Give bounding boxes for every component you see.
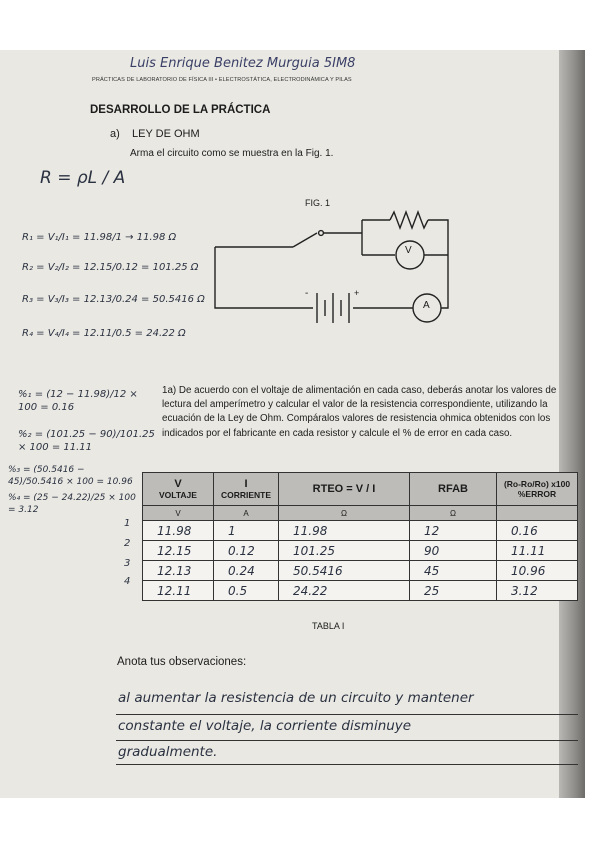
writing-rule bbox=[116, 740, 578, 741]
cell-voltaje: 12.11 bbox=[143, 581, 214, 601]
question-number: 1a) bbox=[162, 385, 177, 396]
unit-rfab: Ω bbox=[410, 506, 497, 521]
error2-calc: %₂ = (101.25 − 90)/101.25 × 100 = 11.11 bbox=[18, 429, 155, 453]
instruction-text: Arma el circuito como se muestra en la Fig. 1. bbox=[130, 148, 334, 159]
wire-left bbox=[215, 247, 313, 308]
table-row bbox=[143, 581, 578, 601]
cell-error: 11.11 bbox=[497, 541, 578, 561]
col-header-voltaje: V VOLTAJE bbox=[143, 473, 214, 506]
subsection-name: LEY DE OHM bbox=[132, 128, 200, 140]
writing-rule bbox=[116, 764, 578, 765]
cell-voltaje: 12.13 bbox=[143, 561, 214, 581]
branch-right bbox=[428, 220, 448, 255]
course-header: PRÁCTICAS DE LABORATORIO DE FÍSICA III • ELECTROSTÁTICA, ELECTRODINÁMICA Y PILAS bbox=[92, 77, 352, 83]
cell-rteo: 50.5416 bbox=[279, 561, 410, 581]
writing-rule bbox=[116, 714, 578, 715]
cell-error: 0.16 bbox=[497, 521, 578, 541]
row-number: 4 bbox=[124, 576, 131, 587]
switch-blade bbox=[293, 233, 317, 247]
row-number: 2 bbox=[124, 538, 131, 549]
row-number: 3 bbox=[124, 558, 131, 569]
error1-calc: %₁ = (12 − 11.98)/12 × 100 = 0.16 bbox=[18, 389, 138, 413]
cell-corriente: 0.24 bbox=[214, 561, 279, 581]
observation-line-3: gradualmente. bbox=[118, 744, 218, 760]
cell-rfab: 90 bbox=[410, 541, 497, 561]
cell-rteo: 11.98 bbox=[279, 521, 410, 541]
results-table bbox=[142, 472, 578, 601]
col-header-error: (Ro-Ro/Ro) x100 %ERROR bbox=[497, 473, 578, 506]
unit-corriente: A bbox=[214, 506, 279, 521]
ammeter-label: A bbox=[423, 300, 430, 311]
figure-label: FIG. 1 bbox=[305, 198, 331, 208]
battery-plus: + bbox=[354, 288, 360, 298]
row-number: 1 bbox=[124, 518, 131, 529]
table-row bbox=[143, 521, 578, 541]
ohm-formula: R = ρL / A bbox=[40, 168, 126, 188]
cell-error: 10.96 bbox=[497, 561, 578, 581]
cell-rfab: 25 bbox=[410, 581, 497, 601]
col-header-corriente: I CORRIENTE bbox=[214, 473, 279, 506]
observation-line-1: al aumentar la resistencia de un circuito y mantener bbox=[118, 690, 474, 706]
error3-calc: %₃ = (50.5416 − 45)/50.5416 × 100 = 10.96 bbox=[8, 465, 133, 487]
unit-error bbox=[497, 506, 578, 521]
cell-voltaje: 11.98 bbox=[143, 521, 214, 541]
r4-calc: R₄ = V₄/I₄ = 12.11/0.5 = 24.22 Ω bbox=[22, 328, 186, 339]
r2-calc: R₂ = V₂/I₂ = 12.15/0.12 = 101.25 Ω bbox=[22, 262, 199, 273]
unit-rteo: Ω bbox=[279, 506, 410, 521]
col-header-rfab: RFAB bbox=[410, 473, 497, 506]
unit-voltaje: V bbox=[143, 506, 214, 521]
subsection-title bbox=[110, 128, 200, 140]
cell-rteo: 101.25 bbox=[279, 541, 410, 561]
table-row bbox=[143, 541, 578, 561]
student-name: Luis Enrique Benitez Murguia 5IM8 bbox=[130, 56, 356, 71]
switch-contact bbox=[319, 231, 324, 236]
cell-rteo: 24.22 bbox=[279, 581, 410, 601]
table-caption: TABLA I bbox=[312, 621, 345, 631]
resistor-symbol bbox=[390, 212, 428, 228]
section-title: DESARROLLO DE LA PRÁCTICA bbox=[90, 104, 271, 116]
error4-calc: %₄ = (25 − 24.22)/25 × 100 = 3.12 bbox=[8, 493, 136, 515]
question-1a bbox=[162, 384, 580, 441]
r3-calc: R₃ = V₃/I₃ = 12.13/0.24 = 50.5416 Ω bbox=[22, 294, 205, 305]
voltmeter-label: V bbox=[405, 245, 412, 256]
circuit-diagram bbox=[205, 205, 455, 335]
battery-minus: - bbox=[305, 288, 309, 299]
observations-label: Anota tus observaciones: bbox=[117, 656, 247, 668]
col-header-rteo: RTEO = V / I bbox=[279, 473, 410, 506]
cell-corriente: 0.12 bbox=[214, 541, 279, 561]
cell-corriente: 1 bbox=[214, 521, 279, 541]
observation-line-2: constante el voltaje, la corriente disminuye bbox=[118, 718, 412, 734]
table-row bbox=[143, 561, 578, 581]
notebook-page bbox=[0, 50, 585, 798]
question-text: De acuerdo con el voltaje de alimentación en cada caso, deberás anotar los valores de lectura del amperímetro y calcular el valor de la resistencia correspondiente, utilizando la ecuación de la Ley de Ohm. Compáralos valores de resistencia ohmica obtenidos con los indicados por el fabricante en cada resistor y calcule el % de error en cada caso. bbox=[162, 385, 557, 439]
cell-corriente: 0.5 bbox=[214, 581, 279, 601]
cell-error: 3.12 bbox=[497, 581, 578, 601]
cell-rfab: 12 bbox=[410, 521, 497, 541]
subsection-label: a) bbox=[110, 128, 120, 140]
r1-calc: R₁ = V₁/I₁ = 11.98/1 → 11.98 Ω bbox=[22, 232, 177, 243]
cell-rfab: 45 bbox=[410, 561, 497, 581]
cell-voltaje: 12.15 bbox=[143, 541, 214, 561]
